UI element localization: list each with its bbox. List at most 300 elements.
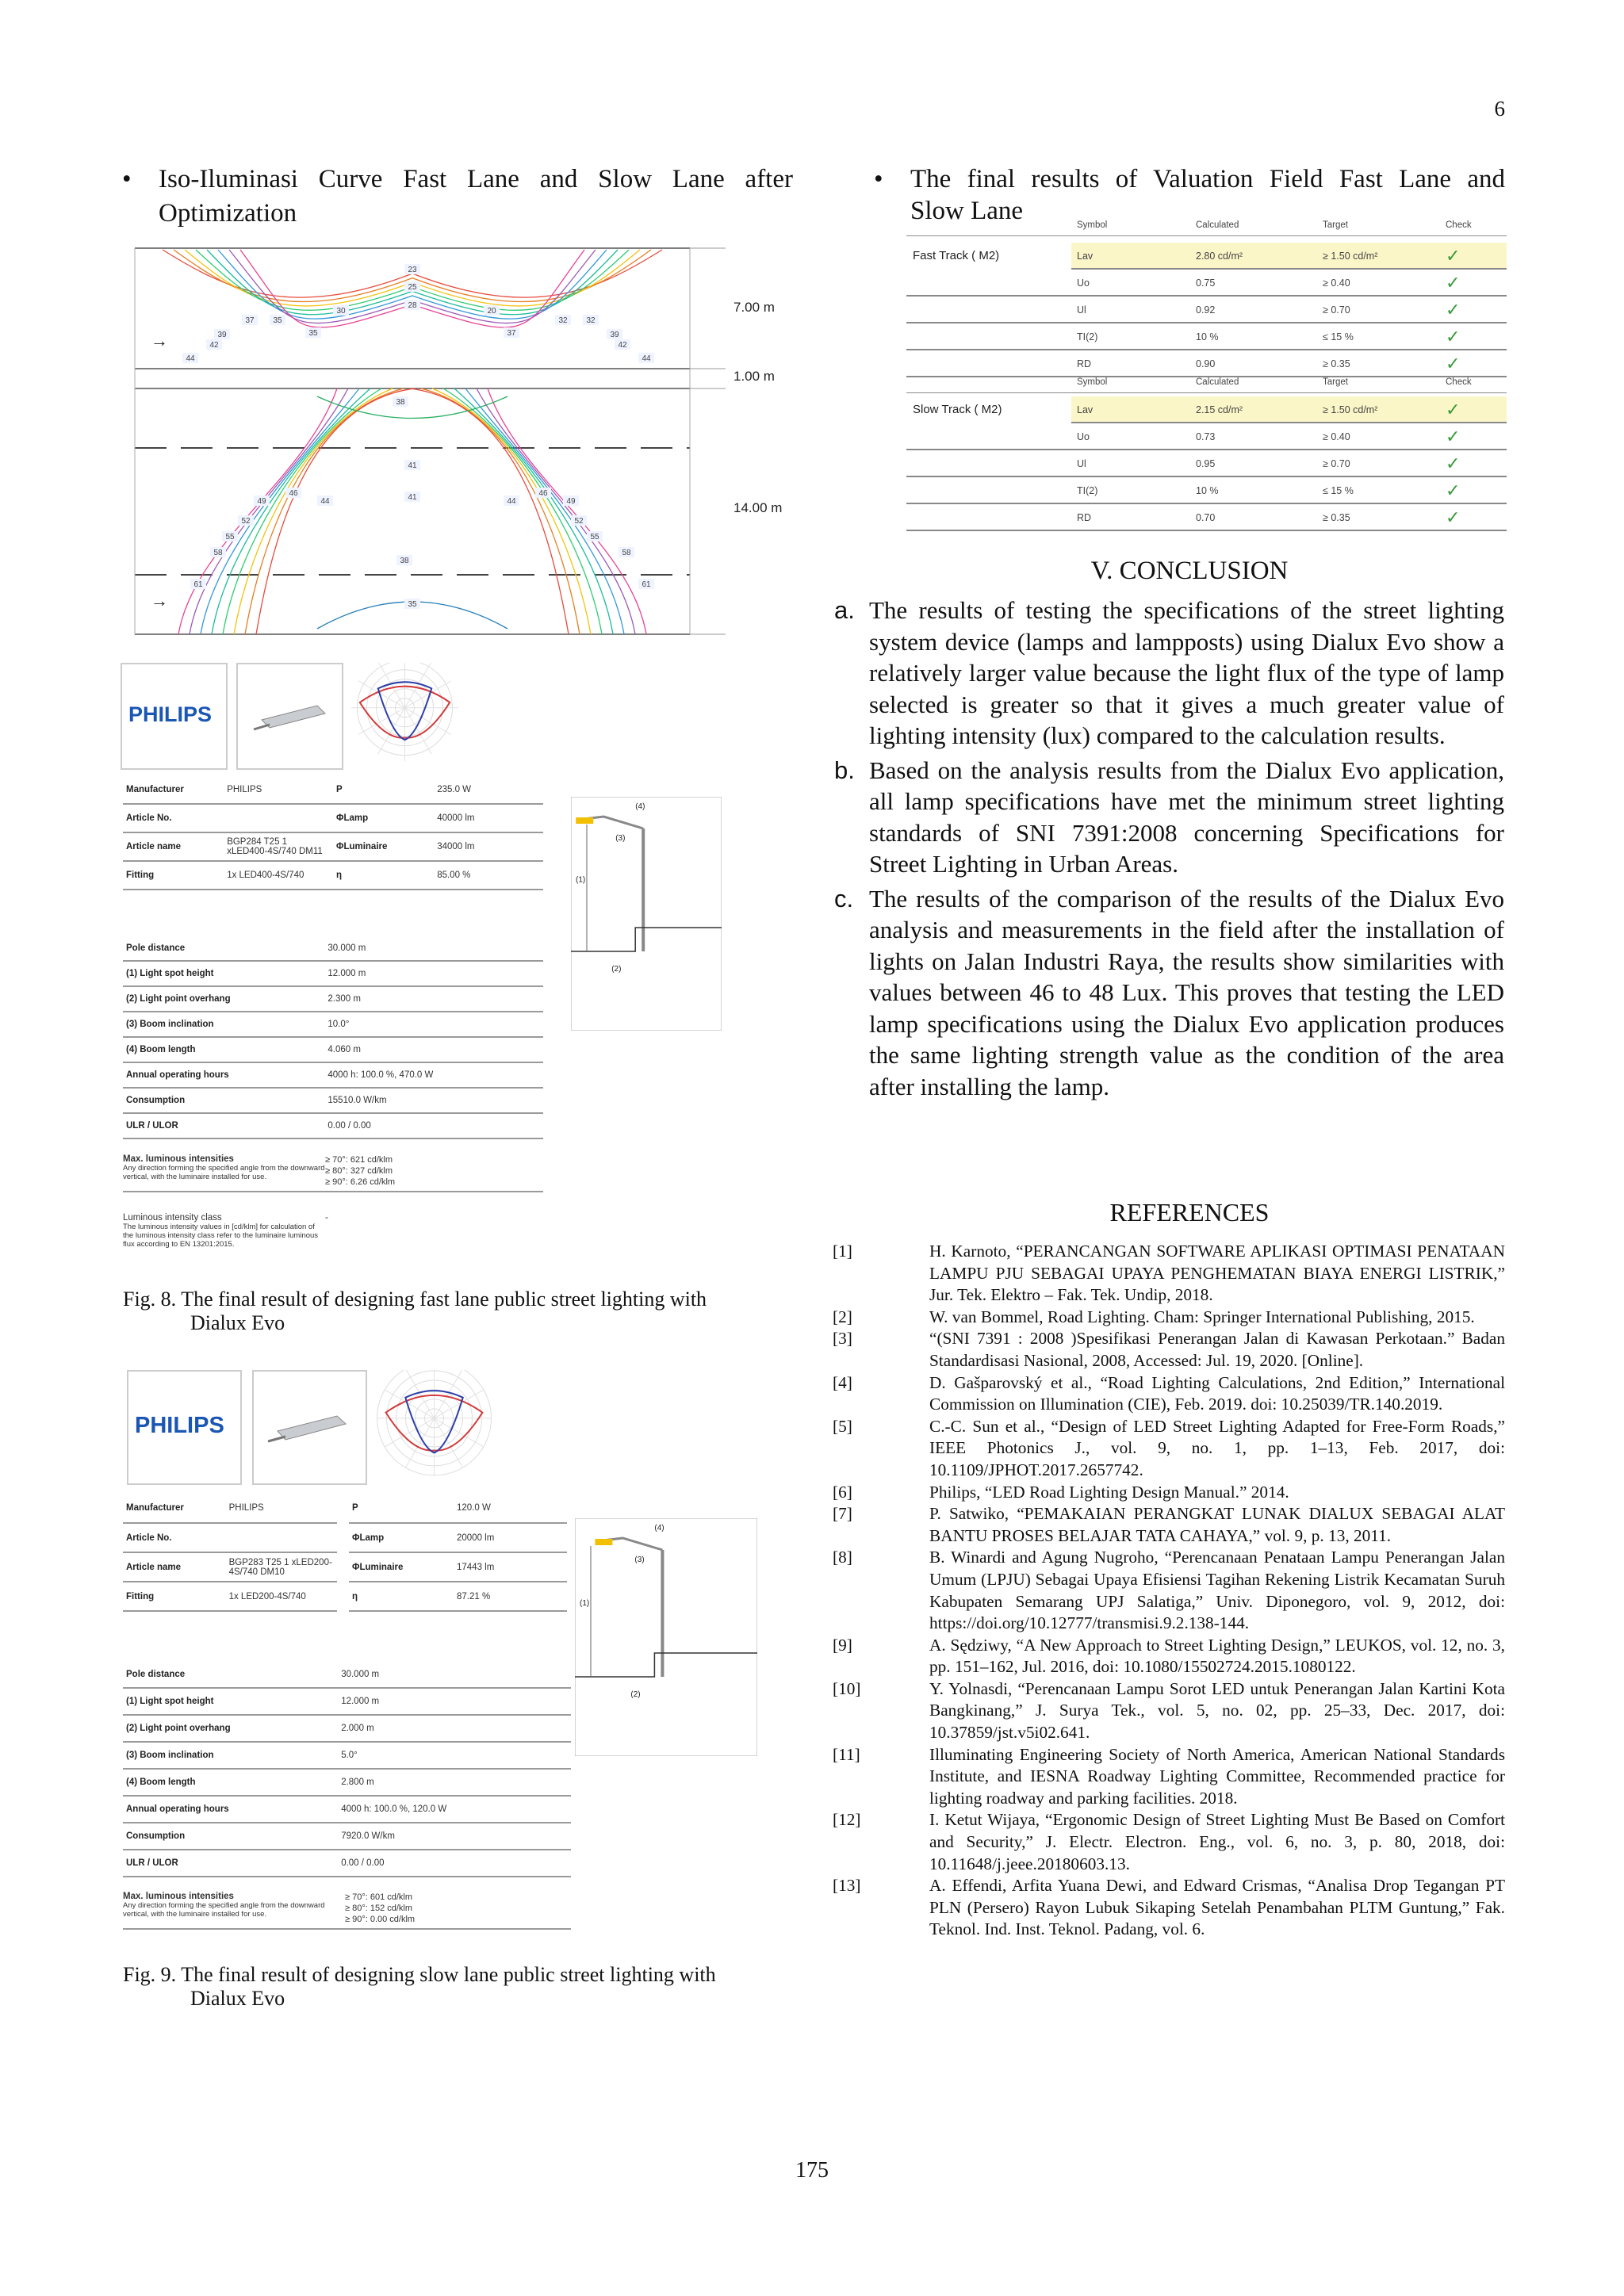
table-row xyxy=(906,350,1507,377)
reference-number: [6] xyxy=(833,1482,852,1502)
reference-item xyxy=(833,1372,1505,1416)
fig9-right-table xyxy=(349,1494,567,1612)
spec-value: 1x LED200-4S/740 xyxy=(226,1582,337,1611)
iso-label: 25 xyxy=(408,283,417,292)
iso-label: 37 xyxy=(245,316,255,325)
table-cell: 10 % xyxy=(1196,331,1219,342)
table-cell: Lav xyxy=(1077,251,1094,262)
polar-grid xyxy=(385,1390,435,1418)
table-cell: RD xyxy=(1077,512,1092,523)
right-bullet-heading xyxy=(874,163,1505,225)
fig9-caption xyxy=(123,1963,797,2011)
conclusion-item xyxy=(834,755,1504,880)
iso-label: 58 xyxy=(622,549,631,557)
luminaire-head xyxy=(576,817,593,824)
spec-value: 5.0° xyxy=(338,1742,571,1769)
spec-row xyxy=(123,1012,543,1037)
spec-row xyxy=(123,1661,571,1688)
reference-number: [4] xyxy=(833,1372,852,1392)
table-cell: TI(2) xyxy=(1077,331,1098,342)
iso-label: 39 xyxy=(217,331,227,339)
spec-key: (1) Light spot height xyxy=(123,961,324,986)
table-row xyxy=(906,504,1507,531)
fig9-maxlum-note: Any direction forming the specified angle from the downward vertical, with the luminaire installed for use. xyxy=(123,1901,325,1919)
spec-row xyxy=(123,986,543,1012)
spec-row xyxy=(123,1037,543,1062)
table-cell: 0.70 xyxy=(1196,512,1216,523)
table-header-cell: Target xyxy=(1323,377,1348,387)
table-cell: ≥ 0.35 xyxy=(1323,358,1350,369)
reference-number: [2] xyxy=(833,1307,852,1326)
reference-item xyxy=(833,1307,1505,1329)
pole-label: (1) xyxy=(580,1599,590,1608)
iso-label: 23 xyxy=(408,266,417,274)
spec-value: 34000 lm xyxy=(434,832,543,861)
fig8-logo-box xyxy=(121,663,228,770)
reference-text: D. Gašparovský et al., “Road Lighting Calculations, 2nd Edition,” International Commission on Illumination (CIE), Feb. 2019. doi: 10.25039/TR.140.2019. xyxy=(929,1372,1505,1414)
spec-key: (4) Boom length xyxy=(123,1769,338,1796)
dim-1m: 1.00 m xyxy=(733,369,775,384)
polar-grid xyxy=(435,1418,463,1468)
table-header-cell: Check xyxy=(1446,220,1472,230)
polar-grid xyxy=(405,1418,434,1468)
iso-label: 44 xyxy=(642,354,651,363)
spec-value: BGP283 T25 1 xLED200-4S/740 DM10 xyxy=(226,1552,337,1582)
table-cell: ≥ 1.50 cd/m² xyxy=(1323,404,1378,415)
table-row xyxy=(906,450,1507,477)
spec-value xyxy=(226,1523,337,1552)
conclusion-text: The results of testing the specifications of the street lighting system device (lamps and lampposts) using Dialux Evo show a relatively larger value because the light flux of the type of lamp selected is greater so that it gives a much greater value of lighting intensity (lux) compared to the calculation results. xyxy=(869,596,1504,749)
spec-row xyxy=(333,832,543,861)
spec-row xyxy=(123,1823,571,1850)
spec-row xyxy=(123,1523,337,1552)
spec-key: Annual operating hours xyxy=(123,1062,324,1088)
spec-row xyxy=(123,1769,571,1796)
iso-illuminance-diagram xyxy=(131,242,805,646)
left-bullet-heading xyxy=(122,163,793,231)
spec-row xyxy=(123,804,333,832)
check-icon: ✓ xyxy=(1446,354,1461,373)
reference-item xyxy=(833,1678,1505,1744)
fig9-pole-diagram xyxy=(575,1518,757,1756)
reference-item xyxy=(833,1875,1505,1941)
iso-label: 61 xyxy=(193,580,203,589)
spec-key: P xyxy=(333,775,434,804)
spec-key: Pole distance xyxy=(123,936,324,961)
spec-row xyxy=(123,1796,571,1823)
spec-value: 15510.0 W/km xyxy=(324,1088,543,1113)
iso-label: 42 xyxy=(209,341,219,350)
polar-grid xyxy=(378,708,405,754)
spec-key: Fitting xyxy=(123,1582,226,1611)
check-icon: ✓ xyxy=(1446,453,1461,473)
spec-row xyxy=(123,936,543,961)
spec-key: Manufacturer xyxy=(123,775,224,804)
fig8-maxlum-v1: ≥ 80°: 327 cd/klm xyxy=(325,1166,393,1176)
iso-label: 30 xyxy=(336,307,346,316)
fig8-right-table xyxy=(333,775,543,890)
philips-logo: PHILIPS xyxy=(128,702,213,726)
reference-text: B. Winardi and Agung Nugroho, “Perencanaan Penataan Lampu Penerangan Jalan Umum (LPJU) Sebagai Upaya Efisiensi Tagihan Rekening Listrik Kecamatan Suruh Kabupaten Semarang UPJ Salatiga,” Univ. Diponegoro, vol. 9, 2012, doi: https://doi.org/10.12777/transmisi.9.2.138-144. xyxy=(929,1548,1505,1633)
table-cell: TI(2) xyxy=(1077,485,1098,496)
iso-label: 38 xyxy=(396,398,405,407)
spec-key: (1) Light spot height xyxy=(123,1688,338,1715)
iso-label: 28 xyxy=(408,301,417,310)
spec-key: ULR / ULOR xyxy=(123,1850,338,1877)
conclusion-list xyxy=(834,595,1504,1105)
spec-key: η xyxy=(333,861,434,890)
spec-row xyxy=(123,1494,337,1523)
reference-text: P. Satwiko, “PEMAKAIAN PERANGKAT LUNAK DIALUX SEBAGAI ALAT BANTU PROSES BELAJAR TATA CAHAYA,” vol. 9, p. 13, 2011. xyxy=(929,1504,1505,1545)
spec-value: 85.00 % xyxy=(434,861,543,890)
bullet-dot: • xyxy=(874,165,883,193)
table-cell: ≥ 1.50 cd/m² xyxy=(1323,251,1378,262)
spec-key: (2) Light point overhang xyxy=(123,1715,338,1742)
fig9-maxlum-v0: ≥ 70°: 601 cd/klm xyxy=(345,1892,413,1902)
spec-key: Article name xyxy=(123,832,224,861)
fig8-caption xyxy=(123,1288,797,1335)
table-cell: Uo xyxy=(1077,277,1090,289)
spec-value: PHILIPS xyxy=(224,775,333,804)
iso-label: 42 xyxy=(618,341,627,350)
reference-text: I. Ketut Wijaya, “Ergonomic Design of Street Lighting Must Be Based on Comfort and Security,” J. Electr. Electron. Eng., vol. 6, no. 3, p. 80, 2018, doi: 10.11648/j.jeee.20180603.13. xyxy=(929,1810,1505,1873)
iso-label: 61 xyxy=(642,580,651,589)
spec-row xyxy=(123,1062,543,1088)
polar-grid xyxy=(435,1390,485,1418)
table-cell: ≥ 0.40 xyxy=(1323,431,1350,442)
conclusion-heading: V. CONCLUSION xyxy=(1090,557,1289,585)
fig8-maxlum-v0: ≥ 70°: 621 cd/klm xyxy=(325,1155,393,1165)
fig8-maxlum xyxy=(123,1154,543,1192)
spec-key: Consumption xyxy=(123,1088,324,1113)
table-cell: 2.15 cd/m² xyxy=(1196,404,1243,415)
pole-frame xyxy=(571,797,722,1031)
spec-value: PHILIPS xyxy=(226,1494,337,1523)
philips-logo: PHILIPS xyxy=(135,1413,224,1438)
table-header-cell: Symbol xyxy=(1077,377,1108,387)
reference-number: [7] xyxy=(833,1504,852,1524)
reference-item xyxy=(833,1416,1505,1482)
table-cell: 0.95 xyxy=(1196,458,1216,469)
spec-key: P xyxy=(349,1494,454,1523)
spec-key: Consumption xyxy=(123,1823,338,1850)
reference-item xyxy=(833,1482,1505,1504)
left-bullet-title-line1: Iso-Iluminasi Curve Fast Lane and Slow Lane after xyxy=(159,165,793,193)
iso-label: 46 xyxy=(538,489,548,498)
reference-text: C.-C. Sun et al., “Design of LED Street Lighting Adapted for Free-Form Roads,” IEEE Photonics J., vol. 9, no. 1, pp. 1–13, Feb. 2017, doi: 10.1109/JPHOT.2017.2657742. xyxy=(929,1416,1505,1479)
fig8-maxlum-v2: ≥ 90°: 6.26 cd/klm xyxy=(325,1177,396,1187)
spec-key: Article name xyxy=(123,1552,226,1582)
iso-label: 49 xyxy=(566,497,576,506)
check-icon: ✓ xyxy=(1446,327,1461,346)
spec-value: 7920.0 W/km xyxy=(338,1823,571,1850)
fig9-maxlum xyxy=(123,1892,571,1930)
table-cell: ≥ 0.70 xyxy=(1323,304,1350,316)
conclusion-item xyxy=(834,595,1504,752)
spec-key: (2) Light point overhang xyxy=(123,986,324,1012)
fig8-pole-diagram xyxy=(571,797,722,1031)
spec-value: 12.000 m xyxy=(324,961,543,986)
table-row xyxy=(1071,396,1507,423)
spec-key: η xyxy=(349,1582,454,1611)
fig8-class-note: The luminous intensity values in [cd/klm] for calculation of the luminous intensity class refer to the luminaire luminous flux according to EN 13201:2015. xyxy=(123,1223,319,1249)
reference-number: [9] xyxy=(833,1635,852,1655)
reference-item xyxy=(833,1328,1505,1372)
spec-row xyxy=(333,804,543,832)
spec-value: 87.21 % xyxy=(454,1582,567,1611)
pole-label: (2) xyxy=(630,1690,641,1699)
reference-item xyxy=(833,1635,1505,1678)
spec-row xyxy=(349,1494,567,1523)
fig9-polar-diagram xyxy=(377,1370,492,1485)
spec-key: ΦLuminaire xyxy=(333,832,434,861)
fig9-logo-box xyxy=(127,1370,242,1485)
table-header-row xyxy=(906,220,1507,236)
fig8-caption-line2: Dialux Evo xyxy=(190,1311,285,1334)
luminaire-icon xyxy=(238,664,342,768)
iso-label: 32 xyxy=(558,316,568,325)
fig9-left-table xyxy=(123,1494,337,1612)
fig8-class-value: - xyxy=(325,1213,328,1223)
spec-row xyxy=(123,775,333,804)
iso-dimensions xyxy=(690,248,782,634)
iso-label: 37 xyxy=(507,329,516,338)
spec-value: 10.0° xyxy=(324,1012,543,1037)
references-list xyxy=(833,1241,1505,1941)
table-cell: ≥ 0.70 xyxy=(1323,458,1350,469)
table-row xyxy=(906,323,1507,350)
conclusion-item xyxy=(834,883,1504,1103)
spec-value: 4000 h: 100.0 %, 120.0 W xyxy=(338,1796,571,1823)
fig9-luminaire-photo xyxy=(252,1370,367,1485)
right-bullet-title-line2: Slow Lane xyxy=(910,197,1024,225)
table-cell: 0.90 xyxy=(1196,358,1216,369)
reference-text: Philips, “LED Road Lighting Design Manual.” 2014. xyxy=(929,1482,1289,1502)
right-bullet-title-line1: The final results of Valuation Field Fast Lane and xyxy=(910,165,1505,193)
road-profile xyxy=(575,1653,757,1677)
dim-7m: 7.00 m xyxy=(733,300,775,315)
iso-label: 35 xyxy=(308,329,318,338)
conclusion-text: Based on the analysis results from the Dialux Evo application, all lamp specifications have met the minimum street lighting standards of SNI 7391:2008 concerning Specifications for Street Lighting in Urban Areas. xyxy=(869,756,1504,878)
check-icon: ✓ xyxy=(1446,246,1461,266)
check-icon: ✓ xyxy=(1446,400,1461,419)
track-label: Fast Track ( M2) xyxy=(913,249,1000,262)
pole-label: (4) xyxy=(654,1524,665,1533)
spec-row xyxy=(123,1088,543,1113)
spec-row xyxy=(123,861,333,890)
pole-label: (1) xyxy=(576,875,586,885)
fig8-class xyxy=(123,1213,543,1249)
pole-label: (3) xyxy=(634,1556,645,1564)
iso-label: 49 xyxy=(257,497,266,506)
table-header-cell: Target xyxy=(1323,220,1348,230)
spec-value: 20000 lm xyxy=(454,1523,567,1552)
iso-label: 41 xyxy=(408,493,417,502)
conclusion-letter: b. xyxy=(834,756,855,784)
spec-row xyxy=(123,1850,571,1877)
spec-key: Article No. xyxy=(123,1523,226,1552)
iso-label: 55 xyxy=(225,533,235,541)
reference-text: Y. Yolnasdi, “Perencanaan Lampu Sorot LED untuk Penerangan Jalan Kartini Kota Bangkinang,” J. Surya Tek., vol. 5, no. 02, pp. 25–33, Dec. 2017, doi: 10.37859/jst.v5i02.641. xyxy=(929,1678,1505,1743)
spec-row xyxy=(333,861,543,890)
reference-number: [1] xyxy=(833,1242,852,1261)
table-cell: RD xyxy=(1077,358,1092,369)
reference-number: [11] xyxy=(833,1744,860,1764)
check-icon: ✓ xyxy=(1446,427,1461,446)
table-cell: Lav xyxy=(1077,404,1094,415)
iso-label: 52 xyxy=(574,517,584,526)
table-cell: 0.73 xyxy=(1196,431,1216,442)
spec-value: 120.0 W xyxy=(454,1494,567,1523)
iso-label: 41 xyxy=(408,461,417,470)
polar-curve xyxy=(351,663,458,770)
check-icon: ✓ xyxy=(1446,507,1461,527)
table-cell: 0.92 xyxy=(1196,304,1216,316)
table-cell: 10 % xyxy=(1196,485,1219,496)
reference-text: Illuminating Engineering Society of North America, American National Standards Institute, and IESNA Roadway Lighting Committee, Recommended practice for lighting roadway and parking facilities. 2018. xyxy=(929,1744,1505,1808)
table-cell: Ul xyxy=(1077,304,1086,316)
spec-key: ΦLamp xyxy=(349,1523,454,1552)
spec-key: Manufacturer xyxy=(123,1494,226,1523)
road-profile xyxy=(571,928,722,951)
spec-value: 1x LED400-4S/740 xyxy=(224,861,333,890)
spec-key: (3) Boom inclination xyxy=(123,1012,324,1037)
page-number-top: 6 xyxy=(1494,97,1505,121)
spec-key: Fitting xyxy=(123,861,224,890)
spec-value: 2.000 m xyxy=(338,1715,571,1742)
spec-row xyxy=(123,1113,543,1138)
table-row xyxy=(906,297,1507,323)
table-cell: ≥ 0.35 xyxy=(1323,512,1350,523)
fig8-caption-line1: Fig. 8. The final result of designing fast lane public street lighting with xyxy=(123,1288,707,1311)
reference-text: A. Effendi, Arfita Yuana Dewi, and Edward Crismas, “Analisa Drop Tegangan PT PLN (Persero) Rayon Lubuk Sikaping Setelah Penambahan PLTM Guntung,” Fak. Teknol. Ind. Inst. Teknol. Padang, vol. 6. xyxy=(929,1876,1505,1939)
pole-label: (4) xyxy=(635,802,645,811)
fig8-class-key: Luminous intensity class xyxy=(123,1213,222,1223)
spec-row xyxy=(123,1742,571,1769)
iso-label: 58 xyxy=(213,549,223,557)
spec-key: Article No. xyxy=(123,804,224,832)
reference-text: A. Sędziwy, “A New Approach to Street Lighting Design,” LEUKOS, vol. 12, no. 3, pp. 151–162, Jul. 2016, doi: 10.1080/15502724.2015.1080122. xyxy=(929,1635,1505,1677)
table-header-cell: Symbol xyxy=(1077,220,1108,230)
references-heading: REFERENCES xyxy=(1109,1198,1270,1226)
iso-label: 44 xyxy=(186,354,195,363)
fig8-maxlum-key: Max. luminous intensities xyxy=(123,1154,234,1164)
spec-row xyxy=(333,775,543,804)
pole-label: (2) xyxy=(611,965,622,974)
conclusion-text: The results of the comparison of the results of the Dialux Evo analysis and measurements in the field after the installation of lights on Jalan Industri Raya, the results show similarities with values between 46 to 48 Lux. This proves that testing the LED lamp specifications using the Dialux Evo application produces the same lighting strength value as the condition of the area after installing the lamp. xyxy=(869,884,1504,1100)
iso-label: 20 xyxy=(487,307,496,316)
iso-label: 39 xyxy=(610,331,619,339)
spec-key: Annual operating hours xyxy=(123,1796,338,1823)
reference-item xyxy=(833,1241,1505,1307)
pole-label: (3) xyxy=(615,834,626,843)
spec-value: 2.800 m xyxy=(338,1769,571,1796)
spec-row xyxy=(123,1552,337,1582)
spec-value: 0.00 / 0.00 xyxy=(324,1113,543,1138)
table-header-cell: Calculated xyxy=(1196,377,1239,387)
table-row xyxy=(906,270,1507,297)
fig8-maxlum-note: Any direction forming the specified angle from the downward vertical, with the luminaire installed for use. xyxy=(123,1164,325,1181)
reference-item xyxy=(833,1503,1505,1547)
spec-row xyxy=(123,1582,337,1611)
arrow-icon: → xyxy=(151,331,168,350)
spec-value: 2.300 m xyxy=(324,986,543,1012)
spec-key: ΦLuminaire xyxy=(349,1552,454,1582)
spec-row xyxy=(349,1582,567,1611)
iso-label: 46 xyxy=(289,489,298,498)
spec-row xyxy=(349,1523,567,1552)
reference-item xyxy=(833,1547,1505,1634)
luminaire-icon xyxy=(254,1372,366,1483)
iso-label: 55 xyxy=(590,533,599,541)
fig9-caption-line1: Fig. 9. The final result of designing slow lane public street lighting with xyxy=(123,1963,716,1986)
conclusion-letter: c. xyxy=(834,884,854,913)
polar-grid xyxy=(405,681,451,708)
spec-row xyxy=(123,832,333,861)
table-row xyxy=(1071,243,1507,270)
table-cell: 0.75 xyxy=(1196,277,1216,289)
reference-item xyxy=(833,1809,1505,1875)
spec-value: 4.060 m xyxy=(324,1037,543,1062)
spec-value: BGP284 T25 1 xLED400-4S/740 DM11 xyxy=(224,832,333,861)
spec-row xyxy=(123,961,543,986)
table-header-cell: Check xyxy=(1446,377,1472,387)
valuation-table xyxy=(906,220,1507,534)
iso-label: 44 xyxy=(320,497,330,506)
spec-value xyxy=(224,804,333,832)
reference-number: [5] xyxy=(833,1416,852,1436)
spec-value: 17443 lm xyxy=(454,1552,567,1582)
iso-label: 35 xyxy=(273,316,282,325)
reference-number: [8] xyxy=(833,1548,852,1567)
pole-frame xyxy=(575,1518,757,1756)
table-cell: Uo xyxy=(1077,431,1090,442)
table-header-cell: Calculated xyxy=(1196,220,1239,230)
polar-grid xyxy=(405,708,432,754)
iso-label: 35 xyxy=(408,600,417,609)
fig8-polar-diagram xyxy=(351,663,458,770)
spec-value: 12.000 m xyxy=(338,1688,571,1715)
fig9-maxlum-key: Max. luminous intensities xyxy=(123,1892,234,1901)
reference-text: W. van Bommel, Road Lighting. Cham: Springer International Publishing, 2015. xyxy=(929,1307,1475,1326)
spec-key: (4) Boom length xyxy=(123,1037,324,1062)
table-row xyxy=(906,423,1507,450)
table-header-row xyxy=(906,377,1507,393)
check-icon: ✓ xyxy=(1446,480,1461,500)
fig9-maxlum-v2: ≥ 90°: 0.00 cd/klm xyxy=(345,1915,416,1924)
table-row xyxy=(906,477,1507,504)
fig8-luminaire-photo xyxy=(236,663,343,770)
spec-value: 30.000 m xyxy=(338,1661,571,1688)
spec-value: 4000 h: 100.0 %, 470.0 W xyxy=(324,1062,543,1088)
table-cell: 2.80 cd/m² xyxy=(1196,251,1243,262)
spec-value: 235.0 W xyxy=(434,775,543,804)
reference-item xyxy=(833,1744,1505,1810)
track-label: Slow Track ( M2) xyxy=(913,403,1002,416)
page-number-bottom: 175 xyxy=(795,2158,829,2183)
table-cell: ≤ 15 % xyxy=(1323,485,1354,496)
arrow-icon: → xyxy=(151,591,168,610)
table-cell: ≥ 0.40 xyxy=(1323,277,1350,289)
reference-number: [3] xyxy=(833,1329,852,1349)
iso-label: 38 xyxy=(400,557,409,565)
bullet-dot: • xyxy=(122,165,132,193)
conclusion-letter: a. xyxy=(834,596,855,624)
spec-key: ULR / ULOR xyxy=(123,1113,324,1138)
polar-grid xyxy=(358,681,404,708)
fig9-main-table xyxy=(123,1661,571,1877)
table-cell: ≤ 15 % xyxy=(1323,331,1354,342)
